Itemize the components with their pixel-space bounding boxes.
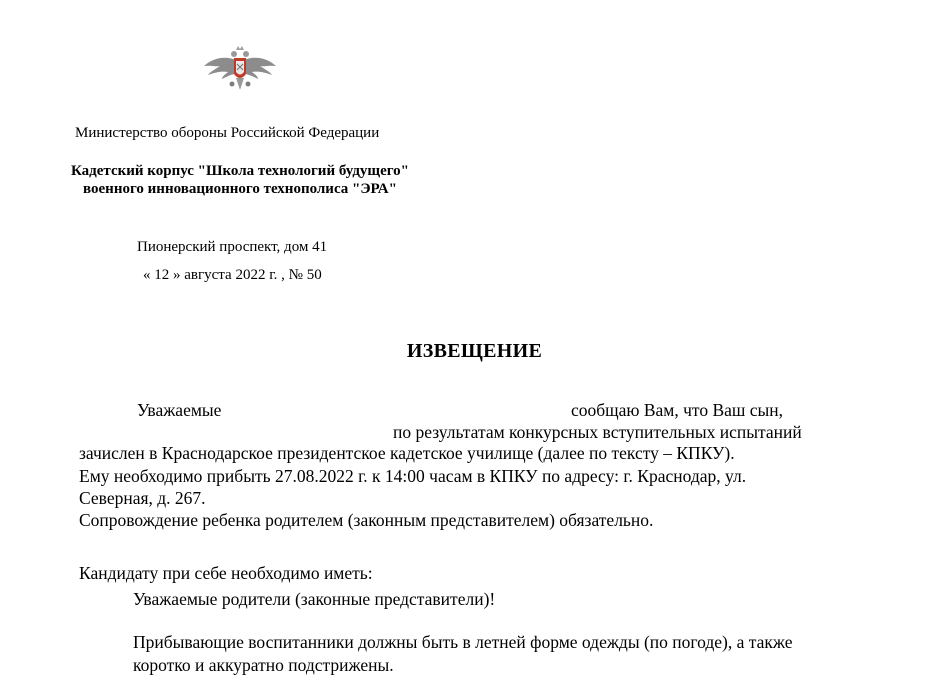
organization-address: Пионерский проспект, дом 41 [137,239,328,255]
body-line-2: по результатам конкурсных вступительных испытаний [393,422,802,442]
document-date-number: « 12 » августа 2022 г. , № 50 [143,267,322,283]
ministry-name: Министерство обороны Российской Федерации [75,125,380,141]
double-headed-eagle-emblem-icon [200,44,280,94]
dress-code-line-1: Прибывающие воспитанники должны быть в летней форме одежды (по погоде), а также [133,632,793,652]
body-line-4: Ему необходимо прибыть 27.08.2022 г. к 14:00 часам в КПКУ по адресу: г. Краснодар, ул. [79,466,747,486]
organization-name [55,162,425,198]
body-line-5: Северная, д. 267. [79,488,206,508]
document-title: ИЗВЕЩЕНИЕ [406,340,543,362]
greeting: Уважаемые [137,400,222,420]
parents-address: Уважаемые родители (законные представители)! [133,589,496,609]
inform-text: сообщаю Вам, что Ваш сын, [571,400,784,420]
dress-code-line-2: коротко и аккуратно подстрижены. [133,655,394,675]
body-line-6: Сопровождение ребенка родителем (законным представителем) обязательно. [79,510,654,530]
requirements-heading: Кандидату при себе необходимо иметь: [79,563,373,583]
body-line-3: зачислен в Краснодарское президентское кадетское училище (далее по тексту – КПКУ). [79,443,735,463]
organization-name-line-1: Кадетский корпус "Школа технологий будущего" [71,163,409,179]
organization-name-line-2: военного инновационного технополиса "ЭРА" [83,181,397,197]
